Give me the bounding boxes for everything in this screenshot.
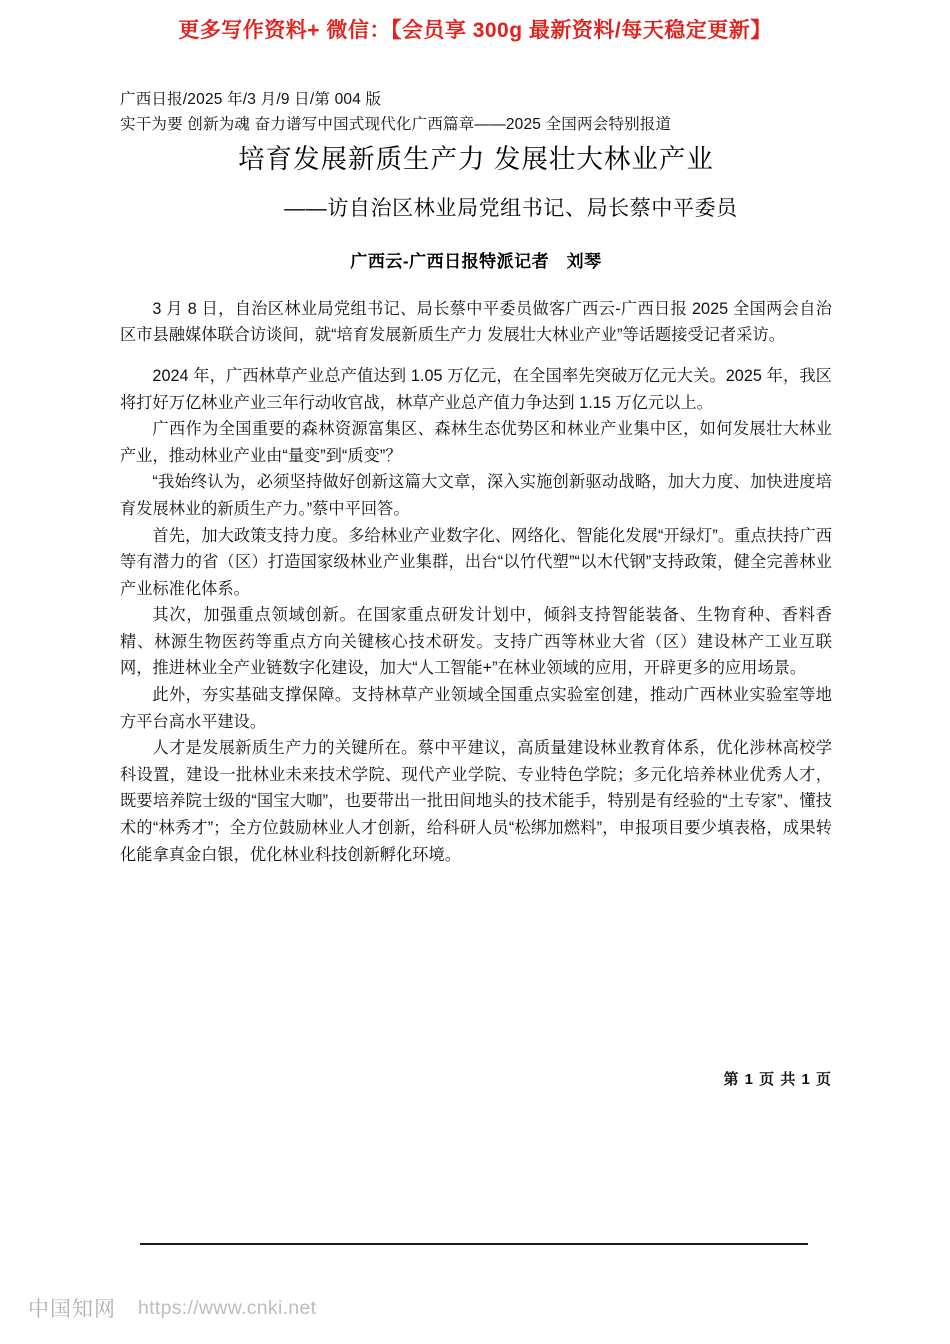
article-paragraph: 首先，加大政策支持力度。多给林业产业数字化、网络化、智能化发展“开绿灯”。重点扶持广西等有潜力的省（区）打造国家级林业产业集群，出台“以竹代塑”“以木代钢”支持政策，健全完善林业产业标准化体系。 [120, 526, 832, 598]
article-paragraph: 广西作为全国重要的森林资源富集区、森林生态优势区和林业产业集中区，如何发展壮大林业产业，推动林业产业由“量变”到“质变”？ [120, 420, 832, 465]
document-page [120, 88, 832, 868]
article-paragraph: 2024 年，广西林草产业总产值达到 1.05 万亿元，在全国率先突破万亿元大关。2025 年，我区将打好万亿林业产业三年行动收官战，林草产业总产值力争达到 1.15 万亿元以上。 [120, 366, 832, 412]
article-byline: 广西云-广西日报特派记者 刘琴 [350, 251, 602, 271]
cnki-url-label: https://www.cnki.net [138, 1296, 317, 1319]
cnki-brand-label: 中国知网 [28, 1298, 116, 1321]
page-number-indicator: 第 1 页 共 1 页 [723, 1071, 832, 1088]
article-paragraph: 3 月 8 日，自治区林业局党组书记、局长蔡中平委员做客广西云-广西日报 2025 全国两会自治区市县融媒体联合访谈间，就“培育发展新质生产力 发展壮大林业产业”等话题接受记者采访。 [120, 299, 832, 345]
article-paragraph: 此外，夯实基础支撑保障。支持林草产业领域全国重点实验室创建，推动广西林业实验室等地方平台高水平建设。 [120, 686, 832, 731]
cnki-watermark [28, 1293, 316, 1323]
article-subheadline: ——访自治区林业局党组书记、局长蔡中平委员 [284, 196, 738, 220]
dateline: 广西日报/2025 年/3 月/9 日/第 004 版 [120, 91, 382, 108]
promo-banner: 更多写作资料+ 微信：【会员享 300g 最新资料/每天稳定更新】 [178, 19, 772, 42]
article-paragraph: 人才是发展新质生产力的关键所在。蔡中平建议，高质量建设林业教育体系，优化涉林高校学科设置，建设一批林业未来技术学院、现代产业学院、专业特色学院；多元化培养林业优秀人才，既要培养院士级的“国宝大咖”，也要带出一批田间地头的技术能手，特别是有经验的“土专家”、懂技术的“林秀才”；全方位鼓励林业人才创新，给科研人员“松绑加燃料”，申报项目要少填表格，成果转化能拿真金白银，优化林业科技创新孵化环境。 [120, 739, 832, 864]
article-paragraph: 其次，加强重点领域创新。在国家重点研发计划中，倾斜支持智能装备、生物育种、香料香精、林源生物医药等重点方向关键核心技术研发。支持广西等林业大省（区）建设林产工业互联网，推进林业全产业链数字化建设，加大“人工智能+”在林业领域的应用，开辟更多的应用场景。 [120, 606, 832, 678]
footer-divider [140, 1243, 808, 1245]
article-headline: 培育发展新质生产力 发展壮大林业产业 [238, 144, 714, 174]
article-body [120, 296, 832, 868]
article-paragraph: “我始终认为，必须坚持做好创新这篇大文章，深入实施创新驱动战略，加大力度、加快进度培育发展林业的新质生产力。”蔡中平回答。 [120, 473, 832, 518]
section-kicker: 实干为要 创新为魂 奋力谱写中国式现代化广西篇章——2025 全国两会特别报道 [120, 116, 672, 133]
